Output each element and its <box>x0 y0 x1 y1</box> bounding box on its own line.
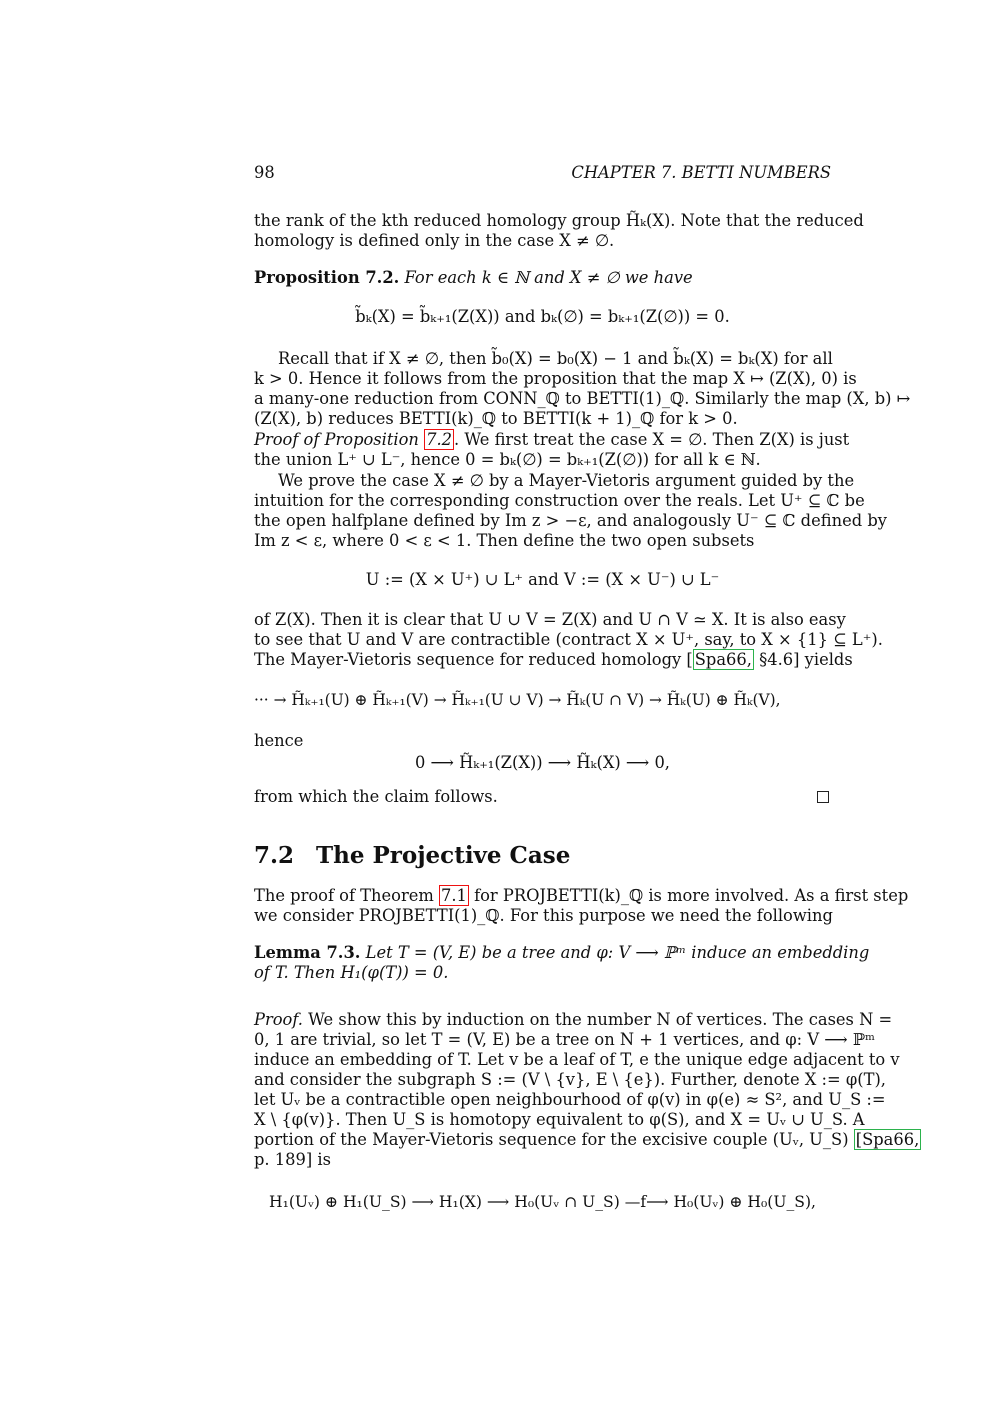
text-line: the union L⁺ ∪ L⁻, hence 0 = bₖ(∅) = bₖ₊₁(Z(∅)) for all k ∈ ℕ. <box>254 450 761 469</box>
text-line: a many-one reduction from CONN_ℚ to BETTI(1)_ℚ. Similarly the map (X, b) ↦ <box>254 389 911 408</box>
text-line: the open halfplane defined by Im z > −ε, and analogously U⁻ ⊆ ℂ defined by <box>254 511 887 530</box>
formula-final: H₁(Uᵥ) ⊕ H₁(U_S) ⟶ H₁(X) ⟶ H₀(Uᵥ ∩ U_S) —f⟶ H₀(Uᵥ) ⊕ H₀(U_S), <box>269 1193 816 1211</box>
text-line: and consider the subgraph S := (V \ {v}, E \ {e}). Further, denote X := φ(T), <box>254 1070 886 1089</box>
text-line: p. 189] is <box>254 1150 331 1169</box>
proposition-label: Proposition 7.2. <box>254 268 400 287</box>
text-line: (Z(X), b) reduces BETTI(k)_ℚ to BETTI(k + 1)_ℚ for k > 0. <box>254 409 738 428</box>
section-title: The Projective Case <box>316 842 571 869</box>
citation-link[interactable]: [Spa66, <box>855 1130 920 1149</box>
text-line: from which the claim follows. <box>254 787 498 806</box>
text-line: intuition for the corresponding construction over the reals. Let U⁺ ⊆ ℂ be <box>254 491 865 510</box>
lemma-text: Let T = (V, E) be a tree and φ: V ⟶ ℙᵐ induce an embedding <box>365 943 870 962</box>
text-line: to see that U and V are contractible (contract X × U⁺, say, to X × {1} ⊆ L⁺). <box>254 630 883 649</box>
formula-sequence: ··· → H̃ₖ₊₁(U) ⊕ H̃ₖ₊₁(V) → H̃ₖ₊₁(U ∪ V) → H̃ₖ(U ∩ V) → H̃ₖ(U) ⊕ H̃ₖ(V), <box>254 691 781 709</box>
section-number: 7.2 <box>254 842 295 869</box>
proposition-statement <box>254 268 831 288</box>
lemma-statement <box>254 943 870 963</box>
text-line: the rank of the kth reduced homology group H̃ₖ(X). Note that the reduced <box>254 211 864 230</box>
text-line: let Uᵥ be a contractible open neighbourhood of φ(v) in φ(e) ≈ S², and U_S := <box>254 1090 886 1109</box>
lemma-label: Lemma 7.3. <box>254 943 361 962</box>
proposition-formula: b̃ₖ(X) = b̃ₖ₊₁(Z(X)) and bₖ(∅) = bₖ₊₁(Z(∅)) = 0. <box>355 307 730 326</box>
proof-line: Proof. We show this by induction on the number N of vertices. The cases N = <box>254 1010 893 1029</box>
proof-label: Proof. <box>254 1010 303 1029</box>
text-line: k > 0. Hence it follows from the proposition that the map X ↦ (Z(X), 0) is <box>254 369 857 388</box>
text-line: hence <box>254 731 304 750</box>
formula-short: 0 ⟶ H̃ₖ₊₁(Z(X)) ⟶ H̃ₖ(X) ⟶ 0, <box>415 753 670 772</box>
text-line: X \ {φ(v)}. Then U_S is homotopy equivalent to φ(S), and X = Uᵥ ∪ U_S. A <box>254 1110 865 1129</box>
text-line: homology is defined only in the case X ≠ ∅. <box>254 231 615 250</box>
text-line: of Z(X). Then it is clear that U ∪ V = Z(X) and U ∩ V ≃ X. It is also easy <box>254 610 846 629</box>
page-number: 98 <box>254 163 275 182</box>
proof-label: Proof of Proposition <box>254 430 425 449</box>
proof-line <box>254 430 850 450</box>
text-line: 0, 1 are trivial, so let T = (V, E) be a tree on N + 1 vertices, and φ: V ⟶ ℙᵐ <box>254 1030 875 1049</box>
theorem-ref-link[interactable]: 7.1 <box>441 886 467 905</box>
proposition-text: For each k ∈ ℕ and X ≠ ∅ we have <box>404 268 693 287</box>
text-line: portion of the Mayer-Vietoris sequence for the excisive couple (Uᵥ, U_S) [Spa66, <box>254 1130 920 1149</box>
formula-uv: U := (X × U⁺) ∪ L⁺ and V := (X × U⁻) ∪ L⁻ <box>365 570 720 589</box>
citation-link[interactable]: Spa66, <box>694 650 752 669</box>
text-line: Recall that if X ≠ ∅, then b̃₀(X) = b₀(X) − 1 and b̃ₖ(X) = bₖ(X) for all <box>278 349 833 368</box>
text-line: induce an embedding of T. Let v be a leaf of T, e the unique edge adjacent to v <box>254 1050 900 1069</box>
lemma-text: of T. Then H₁(φ(T)) = 0. <box>254 963 449 982</box>
text-line: The Mayer-Vietoris sequence for reduced homology [ Spa66, §4.6] yields <box>254 650 853 669</box>
text-line: Im z < ε, where 0 < ε < 1. Then define the two open subsets <box>254 531 755 550</box>
text-line: The proof of Theorem 7.1 for PROJBETTI(k)_ℚ is more involved. As a first step <box>254 886 909 905</box>
text-line: We prove the case X ≠ ∅ by a Mayer-Vietoris argument guided by the <box>278 471 855 490</box>
qed-symbol <box>817 791 829 803</box>
running-header: CHAPTER 7. BETTI NUMBERS <box>571 163 831 182</box>
text-line: we consider PROJBETTI(1)_ℚ. For this purpose we need the following <box>254 906 833 925</box>
proposition-ref-link[interactable]: 7.2 <box>426 430 452 449</box>
proof-text: . We first treat the case X = ∅. Then Z(X) is just <box>454 430 850 449</box>
section-heading <box>254 842 570 869</box>
